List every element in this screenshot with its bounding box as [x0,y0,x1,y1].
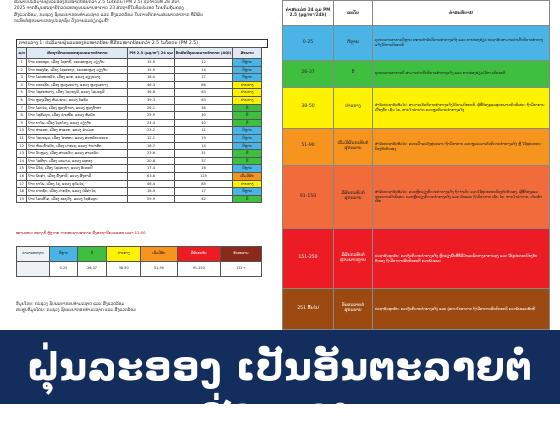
table-body [17,59,262,203]
legend-range: 26-37 [77,262,106,277]
row-station: ບ້ານ ທ່າແຂກ, ເມືອງ ທ່າແຂກ, ແຂວງ ຄໍາມ່ວນ [27,127,128,135]
row-aqi: 36 [174,104,233,112]
row-pm25: 16.7 [128,142,174,150]
aqi-header-desc: ຄຳອະທິບາຍ [373,1,550,26]
row-status: ເລີ່ມມີຜົນ [233,172,262,180]
legend-swatch: ປານກາງ [107,247,141,262]
aqi-description: ປະຊາຊົນທຸກຄົນ: ຄວນງົດກິດຈະກຳກາງແຈ້ງ ຫຼີກລ່ຽງພື້ນທີ່ທີ່ມີມົນລະພິດທາງອາກາດສູງ ແລະ ໃຊ້ອຸປະກອນປ້ອງກັນຕົນເອງ ຖ້າມີອາການຜິດປົກກະຕິ ຄວນພົບແພດ [373,229,550,289]
table-row [17,119,262,127]
table-row [17,96,262,104]
aqi-row [283,60,550,87]
row-status: ດີຫຼາຍ [233,165,262,173]
row-no: 18 [17,188,27,196]
row-no: 12 [17,142,27,150]
row-station: ບ້ານ ໂພນໄຊ, ເມືອງ ຫຼວງນໍ້າທາ, ແຂວງ ຫຼວງນໍ້າທາ [27,104,128,112]
aqi-level: ອັນຕະລາຍຕໍ່ສຸຂະພາບ [334,288,373,329]
legend-head: ຄ່າມາດຕະຖານ [17,247,50,262]
row-status: ດີຫຼາຍ [233,74,262,82]
row-no: 17 [17,180,27,188]
color-legend [16,246,262,277]
row-aqi: 17 [174,188,233,196]
row-pm25: 17.4 [128,165,174,173]
row-no: 15 [17,165,27,173]
header-no: ລ/ດ [17,48,27,59]
row-no: 11 [17,134,27,142]
row-station: ບ້ານ ມີໄຊ, ເມືອງ ໄຊເສດຖາ, ແຂວງ ອັດຕະປື [27,165,128,173]
aqi-row [283,26,550,61]
row-station: ບ້ານ ນາໂພ, ເມືອງ ໄຊ, ແຂວງ ອຸດົມໄຊ [27,180,128,188]
aqi-level: ປານກາງ [334,87,373,128]
table-row [17,74,262,82]
row-aqi: 30 [174,112,233,120]
row-no: 19 [17,195,27,203]
row-pm25: 25.9 [128,112,174,120]
row-pm25: 23.6 [128,150,174,158]
table-row [17,112,262,120]
row-pm25: 24.4 [128,119,174,127]
row-no: 16 [17,172,27,180]
row-station: ບ້ານ ໂພນສີໄຄ, ເມືອງ ອະນຸວົງ, ແຂວງ ໄຊສົມບູນ [27,195,128,203]
row-station: ບ້ານ ຫ້ວຍນໍ້າເຢັນ, ເມືອງ ປາກເຊ, ແຂວງ ຈໍາປາສັກ [27,142,128,150]
row-pm25: 18.9 [128,188,174,196]
row-aqi: 63 [174,89,233,97]
row-station: ບ້ານ ວັດຫຼວງ, ເມືອງ ສາລະວັນ, ແຂວງ ສາລະວັນ [27,150,128,158]
row-aqi: 31 [174,150,233,158]
row-status: ດີ [233,119,262,127]
aqi-description: ຄຸນນະພາບອາກາດດີຫຼາຍ ເໝາະສຳລັບກິດຈະກຳກາງແຈ້ງ ແລະ ການທ່ອງທ່ຽວ ປະຊາຊົນສາມາດດຳເນີນກິດຈະກຳກາງແຈ້ງໄດ້ຕາມປົກກະຕິ [373,26,550,61]
table-row [17,104,262,112]
aqi-range: 91-150 [283,165,334,229]
row-aqi: 125 [174,172,233,180]
row-aqi: 85 [174,180,233,188]
row-pm25: 18.0 [128,74,174,82]
row-aqi: 11 [174,127,233,135]
legend-range: 151+ [220,262,261,277]
row-no: 7 [17,104,27,112]
row-aqi: 19 [174,134,233,142]
legend-swatch: ມີຜົນກະທົບ [177,247,220,262]
aqi-level: ມີຜົນກະທົບຕໍ່ສຸຂະພາບ [334,165,373,229]
row-no: 8 [17,112,27,120]
row-station: ບ້ານ ໄຊສົມບູນ, ເມືອງ ຊຳເໜືອ, ແຂວງ ຫົວພັນ [27,112,128,120]
aqi-description: ສຳລັບປະຊາຊົນທົ່ວໄປ: ຄວນເຝົ້າລະວັງສຸຂະພາບ ຖ້າມີອາການ ຄວນຫຼຸດເວລາເຮັດກິດຈະກຳກາງແຈ້ງ ຫຼື ໃຊ້ອຸປະກອນປ້ອງກັນຕົນເອງ [373,128,550,165]
report-intro [14,0,264,26]
legend-range-row [17,262,262,277]
row-pm25: 46.4 [128,180,174,188]
row-no: 1 [17,59,27,67]
row-aqi: 14 [174,66,233,74]
row-station: ບ້ານ ໄຊຍະພູມ, ເມືອງ ໄກສອນ, ແຂວງ ສະຫວັນນະເຂດ [27,134,128,142]
row-no: 5 [17,89,27,97]
intro-line: ສິ່ງແວດລ້ອມ, ກະຊວງ ຊັບພະຍາກອນທຳມະຊາດ ແລະ ສິ່ງແວດລ້ອມ ໃນການຕິດຕາມສະພາບອາກາດ ທີ່ມີຜົນ [14,12,203,18]
row-pm25: 36.8 [128,89,174,97]
row-no: 10 [17,127,27,135]
table-row [17,188,262,196]
aqi-description: ສຳລັບປະຊາຊົນທົ່ວໄປ: ຄວນຫຼີກລ່ຽງກິດຈະກຳກາງແຈ້ງ ຖ້າຈຳເປັນ ຄວນໃຊ້ອຸປະກອນປ້ອງກັນຕົນເອງ. ຜູ້ທີ່ຕ້ອງດູແລສຸຂະພາບເປັນພິເສດ: ຄວນຫຼີກລ່ຽງກິດຈະກຳກາງແຈ້ງ ແລະ ພົບແພດ ຖ້າມີອາການ ເຊັ່ນ ໄອ, ຫາຍໃຈລຳບາກ, ເຈັບໜ້າເອິກ [373,165,550,229]
aqi-description: ສຳລັບປະຊາຊົນທົ່ວໄປ: ສາມາດເຮັດກິດຈະກຳກາງແຈ້ງໄດ້ຕາມປົກກະຕິ. ຜູ້ທີ່ຕ້ອງດູແລສຸຂະພາບເປັນພິເສດ: ຖ້າມີອາການເບື້ອງຕົ້ນ ເຊັ່ນ ໄອ, ຫາຍໃຈລຳບາກ ຄວນຫຼຸດກິດຈະກຳກາງແຈ້ງ [373,87,550,128]
row-status: ດີຫຼາຍ [233,59,262,67]
row-pm25: 20.8 [128,157,174,165]
table-header-row [17,48,262,59]
row-status: ດີ [233,104,262,112]
table-title: ຕາຕະລາງ 1: ປະລິມານຝຸ່ນລະອອງຂະໜາດນ້ອຍ ທີ່ມີຂະໜາດນ້ອຍກວ່າ 2.5 ໄມໂຄຣນ (PM 2.5) [16,39,268,48]
table-row [17,81,262,89]
aqi-row [283,288,550,329]
row-status: ດີຫຼາຍ [233,142,262,150]
title-banner [0,330,560,435]
aqi-range: 251 ຂຶ້ນໄປ [283,288,334,329]
intro-line: ສະພາບປະລິມານຝຸ່ນລະອອງຂະໜາດນ້ອຍກວ່າ 2.5 ໄມໂຄຣນ (PM 2.5) ປະຈຳວັນທີ 28 ມີນາ [14,0,180,5]
row-aqi: 86 [174,81,233,89]
table-row [17,59,262,67]
table-row [17,157,262,165]
row-aqi: 16 [174,165,233,173]
footer-line: ຂໍ້ມູນໂດຍ: ກະຊວງ ຊັບພະຍາກອນທຳມະຊາດ ແລະ ສິ່ງແວດລ້ອມ [16,301,125,306]
row-station: ບ້ານ ນາໂພ, ເມືອງ ໂພນໂຮງ, ແຂວງ ວຽງຈັນ [27,119,128,127]
row-status: ດີ [233,195,262,203]
row-pm25: 15.9 [128,59,174,67]
row-pm25: 29.9 [128,195,174,203]
aqi-description: ຄຸນນະພາບອາກາດດີ ສາມາດດຳເນີນກິດຈະກຳກາງແຈ້ງ ແລະ ການທ່ອງທ່ຽວໄດ້ຕາມປົກກະຕິ [373,60,550,87]
row-station: ບ້ານ ໄຊສີຖາ, ເມືອງ ລະມາມ, ແຂວງ ເຊກອງ [27,157,128,165]
table-row [17,142,262,150]
row-aqi: 12 [174,59,233,67]
row-status: ປານກາງ [233,81,262,89]
row-pm25: 46.3 [128,81,174,89]
legend-range: 0-25 [50,262,78,277]
row-no: 3 [17,74,27,82]
aqi-level: ດີຫຼາຍ [334,26,373,61]
aqi-level: ດີ [334,60,373,87]
table-row [17,89,262,97]
aqi-range: 51-90 [283,128,334,165]
row-aqi: 42 [174,195,233,203]
pm25-station-table [16,47,262,203]
aqi-range: 151-250 [283,229,334,289]
legend-swatch: ອັນຕະລາຍ [220,247,261,262]
row-aqi: 14 [174,142,233,150]
row-pm25: 26.1 [128,104,174,112]
aqi-row [283,128,550,165]
row-station: ບ້ານ ພັນຄໍາ, ເມືອງ ພົ້ງສາລີ, ແຂວງ ຜົ້ງສາລີ [27,172,128,180]
aqi-header-range: ຄ່າສະເລ່ຍ 24 ຊມ PM 2.5 (µg/m³/24h) [283,1,334,26]
table-row [17,165,262,173]
row-status: ປານກາງ [233,96,262,104]
row-no: 4 [17,81,27,89]
row-station: ບ້ານ ໄຊສະຫວ່າງ, ເມືອງ ໄຊຍະບູລີ, ແຂວງ ໄຊຍະບູລີ [27,89,128,97]
table-row [17,172,262,180]
table-row [17,66,262,74]
aqi-body [283,26,550,330]
pm25-report [2,0,274,330]
aqi-range: 38-50 [283,87,334,128]
legend-swatch: ດີຫຼາຍ [50,247,78,262]
aqi-level: ເລີ່ມມີຜົນກະທົບຕໍ່ສຸຂະພາບ [334,128,373,165]
row-station: ບ້ານ ດອນເກີນ, ເມືອງ ຫຼວງພະບາງ, ແຂວງ ຫຼວງພະບາງ [27,81,128,89]
legend-range: 91-150 [177,262,220,277]
row-aqi: 17 [174,74,233,82]
row-station: ບ້ານ ໜອງບົກ, ເມືອງ ໄຊເສດຖາ, ນະຄອນຫຼວງ ວຽງຈັນ [27,66,128,74]
row-pm25: 15.9 [128,66,174,74]
legend-range-head [17,262,50,277]
row-status: ດີ [233,157,262,165]
row-status: ດີ [233,112,262,120]
legend-row [17,247,262,262]
legend-swatch: ດີ [77,247,106,262]
aqi-row [283,165,550,229]
row-status: ດີຫຼາຍ [233,188,262,196]
row-no: 2 [17,66,27,74]
aqi-range: 0-25 [283,26,334,61]
aqi-header-level: ລະດັບ [334,1,373,26]
intro-line: 2025 ຈາກຂໍ້ມູນສະຖານີກວດແທກຄຸນນະພາບອາກາດ 23 ສະຖານີໃນທົ່ວປະເທດ ໂດຍກົມຄຸ້ມຄອງ [14,6,184,12]
table-row [17,180,262,188]
row-no: 6 [17,96,27,104]
aqi-header-row [283,1,550,26]
row-pm25: 39.3 [128,96,174,104]
row-status: ດີຫຼາຍ [233,66,262,74]
row-status: ດີຫຼາຍ [233,127,262,135]
footer-line: ສະຫຼຸບຂໍ້ມູນໂດຍ: ກະຊວງ ຊັບພະຍາກອນທຳມະຊາດ ແລະ ສິ່ງແວດລ້ອມ [16,307,136,312]
table-row [17,134,262,142]
row-no: 13 [17,150,27,158]
row-no: 14 [17,157,27,165]
aqi-row [283,87,550,128]
row-status: ປານກາງ [233,180,262,188]
header-status: ສະພາບ [233,48,262,59]
row-station: ບ້ານ ປາກຊັນ, ເມືອງ ປາກຊັນ, ແຂວງ ບໍລິຄໍາໄຊ [27,188,128,196]
row-status: ປານກາງ [233,89,262,97]
header-aqi: ດັດສະນີຄຸນນະພາບອາກາດ (AQI) [174,48,233,59]
row-pm25: 63.6 [128,172,174,180]
legend-swatch: ເລີ່ມມີຜົນ [141,247,177,262]
table-row [17,195,262,203]
report-footer [16,301,266,313]
row-no: 9 [17,119,27,127]
row-station: ບ້ານ ໂພນສະຫວັນ, ເມືອງ ແປກ, ແຂວງ ຊຽງຂວາງ [27,74,128,82]
intro-line: ກະທົບຕໍ່ສຸຂະພາບຂອງປະຊາຊົນ ດັ່ງລາຍລະອຽດລຸ່ມນີ້: [14,19,110,25]
legend-range: 51-90 [141,262,177,277]
row-status: ດີ [233,150,262,158]
table-row [17,150,262,158]
header-pm25: PM 2.5 (µg/m³) 24 ຊມ [128,48,174,59]
legend-range: 38-50 [107,262,141,277]
row-station: ບ້ານ ຫຼວງເມືອງ ຫ້ວຍຊາຍ, ແຂວງ ບໍ່ແກ້ວ [27,96,128,104]
banner-title: ຝຸ່ນລະອອງ ເປັນອັນຕະລາຍຕໍ່ຮ່າງກາຍ [27,345,533,435]
aqi-level: ມີຜົນກະທົບຕໍ່ສຸຂະພາບຫຼາຍ [334,229,373,289]
aqi-description: ປະຊາຊົນທຸກຄົນ: ຄວນງົດກິດຈະກຳກາງແຈ້ງ ແລະ ຢູ່ພາຍໃນອາຄານ ຖ້າມີອາການຜິດປົກກະຕິ ຄວນພົບແພດທັນທີ [373,288,550,329]
table-row [17,127,262,135]
row-pm25: 12.1 [128,134,174,142]
table-note: ໝາຍເຫດ: ສະຖານີ ຫຼັງຈາກ ຈາກສະພາບອາກາດ ຊື່ງສະຖານີກວດແທກ ເວລາ 12:00 [16,230,146,235]
aqi-guide-table [282,0,550,330]
aqi-row [283,229,550,289]
row-aqi: 37 [174,157,233,165]
row-aqi: 40 [174,119,233,127]
aqi-range: 26-37 [283,60,334,87]
row-station: ບ້ານ ດອນໜູນ, ເມືອງ ໄຊທານີ, ນະຄອນຫຼວງ ວຽງຈັນ [27,59,128,67]
row-pm25: 23.2 [128,127,174,135]
header-station: ສະຖານີກວດແທກຄຸນນະພາບອາກາດ [27,48,128,59]
row-status: ດີຫຼາຍ [233,134,262,142]
row-aqi: 63 [174,96,233,104]
